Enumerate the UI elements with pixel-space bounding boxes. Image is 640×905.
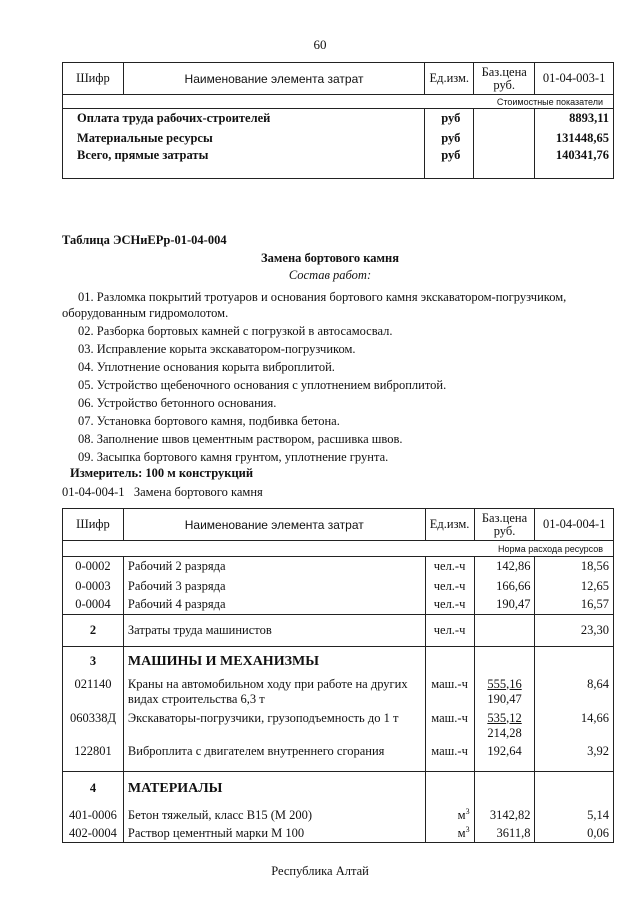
table-row: 402-0004 Раствор цементный марки М 100 $м^3$ 3611,8 0,06: [63, 825, 614, 843]
header-code: Шифр: [63, 509, 124, 541]
work-item: 04. Уплотнение основания корыта виброплитой.: [78, 360, 335, 374]
work-item: 08. Заполнение швов цементным раствором, расшивка швов.: [78, 432, 403, 446]
table-row: Оплата труда рабочих-строителей руб 8893,11: [63, 109, 614, 129]
header-name: Наименование элемента затрат: [123, 509, 425, 541]
table-row: 021140 Краны на автомобильном ходу при работе на других видах строительства 6,3 т маш.-ч 555,16 190,47 8,64: [63, 677, 614, 711]
work-item: 07. Установка бортового камня, подбивка бетона.: [78, 414, 340, 428]
work-item: 06. Устройство бетонного основания.: [78, 396, 277, 410]
subheader: Стоимостные показатели: [63, 95, 614, 109]
table-row: 401-0006 Бетон тяжелый, класс В15 (М 200) $м^3$ 3142,82 5,14: [63, 806, 614, 825]
header-resource-code: 01-04-004-1: [535, 509, 614, 541]
header-unit: Ед.изм.: [425, 63, 474, 95]
section-title: Замена бортового камня: [261, 251, 399, 265]
cost-indicators-table: [62, 62, 614, 179]
table-title: Таблица ЭСНиЕРр-01-04-004: [62, 233, 227, 247]
code-line: 01-04-004-1 Замена бортового камня: [62, 485, 263, 499]
table-row: Всего, прямые затраты руб 140341,76: [63, 148, 614, 167]
subheader-row: [63, 541, 614, 557]
table-row: Материальные ресурсы руб 131448,65: [63, 129, 614, 148]
header-name: Наименование элемента затрат: [123, 63, 424, 95]
work-item: 09. Засыпка бортового камня грунтом, уплотнение грунта.: [78, 450, 389, 464]
header-code: Шифр: [63, 63, 124, 95]
work-item: 03. Исправление корыта экскаватором-погрузчиком.: [78, 342, 356, 356]
header-unit: Ед.изм.: [425, 509, 474, 541]
meter: Измеритель: 100 м конструкций: [70, 466, 254, 480]
header-base-price: Баз.цена руб.: [474, 63, 535, 95]
page-number: 60: [313, 37, 327, 52]
table-row: 0-0003 Рабочий 3 разряда чел.-ч 166,66 12,65: [63, 577, 614, 596]
subheader-row: [63, 95, 614, 109]
table-header-row: [63, 63, 614, 95]
work-item: 05. Устройство щебеночного основания с уплотнением виброплитой.: [78, 378, 447, 392]
section-header-row: 3 МАШИНЫ И МЕХАНИЗМЫ: [63, 647, 614, 677]
footer: Республика Алтай: [271, 864, 369, 878]
table-row: 122801 Виброплита с двигателем внутреннего сгорания маш.-ч 192,64 3,92: [63, 744, 614, 772]
work-title: Состав работ:: [288, 268, 372, 282]
work-item: оборудованным гидромолотом.: [62, 306, 229, 320]
table-row: 0-0004 Рабочий 4 разряда чел.-ч 190,47 16,57: [63, 596, 614, 615]
table-row: 2 Затраты труда машинистов чел.-ч 23,30: [63, 615, 614, 647]
work-item: 01. Разломка покрытий тротуаров и основания бортового камня экскаватором-погрузчиком,: [78, 290, 567, 304]
section-header-row: 4 МАТЕРИАЛЫ: [63, 772, 614, 806]
table-row: 0-0002 Рабочий 2 разряда чел.-ч 142,86 18,56: [63, 557, 614, 577]
table-header-row: [63, 509, 614, 541]
header-resource-code: 01-04-003-1: [535, 63, 614, 95]
subheader: Норма расхода ресурсов: [63, 541, 614, 557]
header-base-price: Баз.цена руб.: [474, 509, 535, 541]
work-item: 02. Разборка бортовых камней с погрузкой в автосамосвал.: [78, 324, 393, 338]
resource-norms-table: [62, 508, 614, 843]
table-row: 060338Д Экскаваторы-погрузчики, грузоподъемность до 1 т маш.-ч 535,12 214,28 14,66: [63, 711, 614, 744]
